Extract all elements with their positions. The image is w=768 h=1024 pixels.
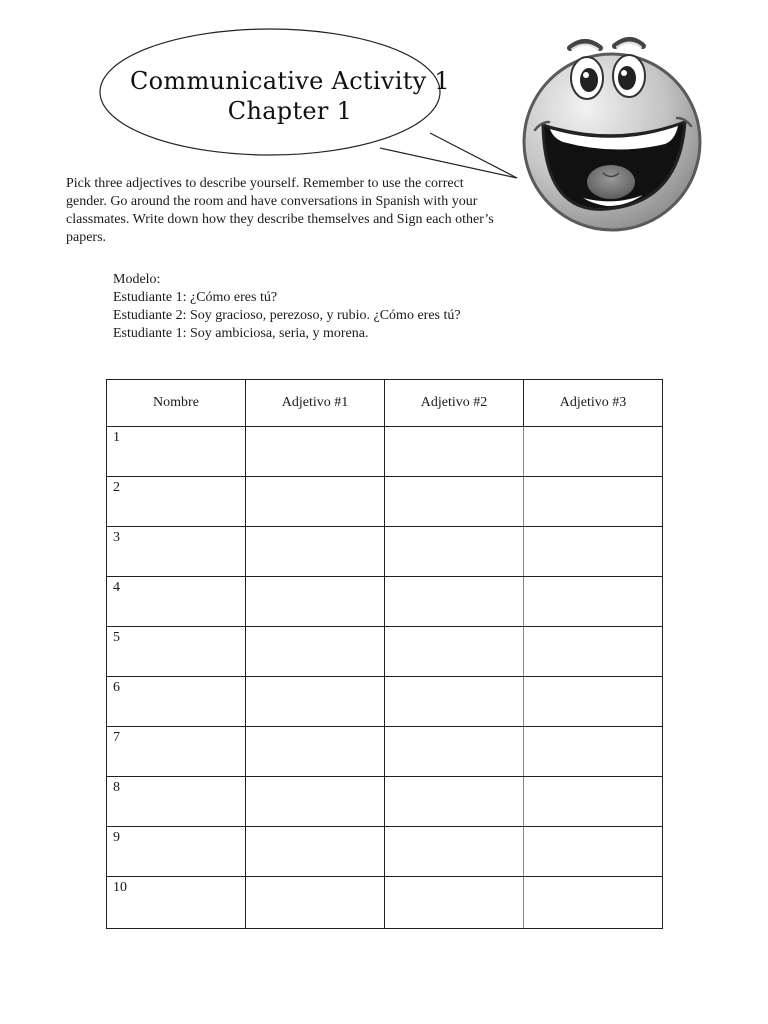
- adjective-1-cell[interactable]: [246, 627, 385, 677]
- adjective-3-cell[interactable]: [524, 577, 663, 627]
- table-row: [107, 777, 663, 827]
- adjective-1-cell[interactable]: [246, 727, 385, 777]
- header-adjetivo-1: Adjetivo #1: [246, 380, 385, 427]
- modelo-line: Estudiante 1: Soy ambiciosa, seria, y morena.: [113, 326, 369, 341]
- adjective-3-cell[interactable]: [524, 527, 663, 577]
- row-number: 4: [107, 577, 246, 627]
- table-row: [107, 477, 663, 527]
- adjective-3-cell[interactable]: [524, 777, 663, 827]
- row-number: 1: [107, 427, 246, 477]
- row-number: 2: [107, 477, 246, 527]
- adjective-3-cell[interactable]: [524, 627, 663, 677]
- modelo-line: Estudiante 1: ¿Cómo eres tú?: [113, 290, 278, 305]
- header-adjetivo-2: Adjetivo #2: [385, 380, 524, 427]
- row-number: 7: [107, 727, 246, 777]
- row-number: 6: [107, 677, 246, 727]
- adjective-1-cell[interactable]: [246, 827, 385, 877]
- adjective-1-cell[interactable]: [246, 427, 385, 477]
- adjective-2-cell[interactable]: [385, 677, 524, 727]
- adjective-1-cell[interactable]: [246, 877, 385, 929]
- adjective-1-cell[interactable]: [246, 477, 385, 527]
- table-row: [107, 727, 663, 777]
- table-row: [107, 577, 663, 627]
- adjective-1-cell[interactable]: [246, 527, 385, 577]
- adjective-3-cell[interactable]: [524, 827, 663, 877]
- adjective-2-cell[interactable]: [385, 577, 524, 627]
- table-row: [107, 877, 663, 929]
- adjectives-table: [106, 379, 663, 929]
- adjective-2-cell[interactable]: [385, 627, 524, 677]
- adjective-3-cell[interactable]: [524, 677, 663, 727]
- table-row: [107, 627, 663, 677]
- adjective-2-cell[interactable]: [385, 827, 524, 877]
- modelo-example: [113, 271, 533, 343]
- table-row: [107, 677, 663, 727]
- row-number: 5: [107, 627, 246, 677]
- row-number: 10: [107, 877, 246, 929]
- header-nombre: Nombre: [107, 380, 246, 427]
- adjective-3-cell[interactable]: [524, 427, 663, 477]
- adjective-3-cell[interactable]: [524, 727, 663, 777]
- adjective-2-cell[interactable]: [385, 777, 524, 827]
- page-title: [110, 66, 470, 126]
- adjective-1-cell[interactable]: [246, 577, 385, 627]
- modelo-line: Estudiante 2: Soy gracioso, perezoso, y rubio. ¿Cómo eres tú?: [113, 308, 461, 323]
- table-row: [107, 427, 663, 477]
- table-row: [107, 527, 663, 577]
- title-line-2: Chapter 1: [227, 97, 353, 125]
- header-adjetivo-3: Adjetivo #3: [524, 380, 663, 427]
- table-row: [107, 827, 663, 877]
- row-number: 8: [107, 777, 246, 827]
- smiley-face-icon: [515, 30, 705, 235]
- adjective-3-cell[interactable]: [524, 877, 663, 929]
- row-number: 3: [107, 527, 246, 577]
- adjective-3-cell[interactable]: [524, 477, 663, 527]
- row-number: 9: [107, 827, 246, 877]
- adjective-2-cell[interactable]: [385, 877, 524, 929]
- adjective-1-cell[interactable]: [246, 677, 385, 727]
- modelo-heading: Modelo:: [113, 272, 161, 287]
- adjective-2-cell[interactable]: [385, 727, 524, 777]
- adjective-1-cell[interactable]: [246, 777, 385, 827]
- title-line-1: Communicative Activity 1: [129, 67, 450, 95]
- adjective-2-cell[interactable]: [385, 427, 524, 477]
- adjective-2-cell[interactable]: [385, 477, 524, 527]
- instructions-text: Pick three adjectives to describe yourself. Remember to use the correct gender. Go around the room and have conversations in Spanish with your classmates. Write down how they describe themselves and Sign each other’s papers.: [66, 176, 494, 245]
- table-header-row: [107, 380, 663, 427]
- adjective-2-cell[interactable]: [385, 527, 524, 577]
